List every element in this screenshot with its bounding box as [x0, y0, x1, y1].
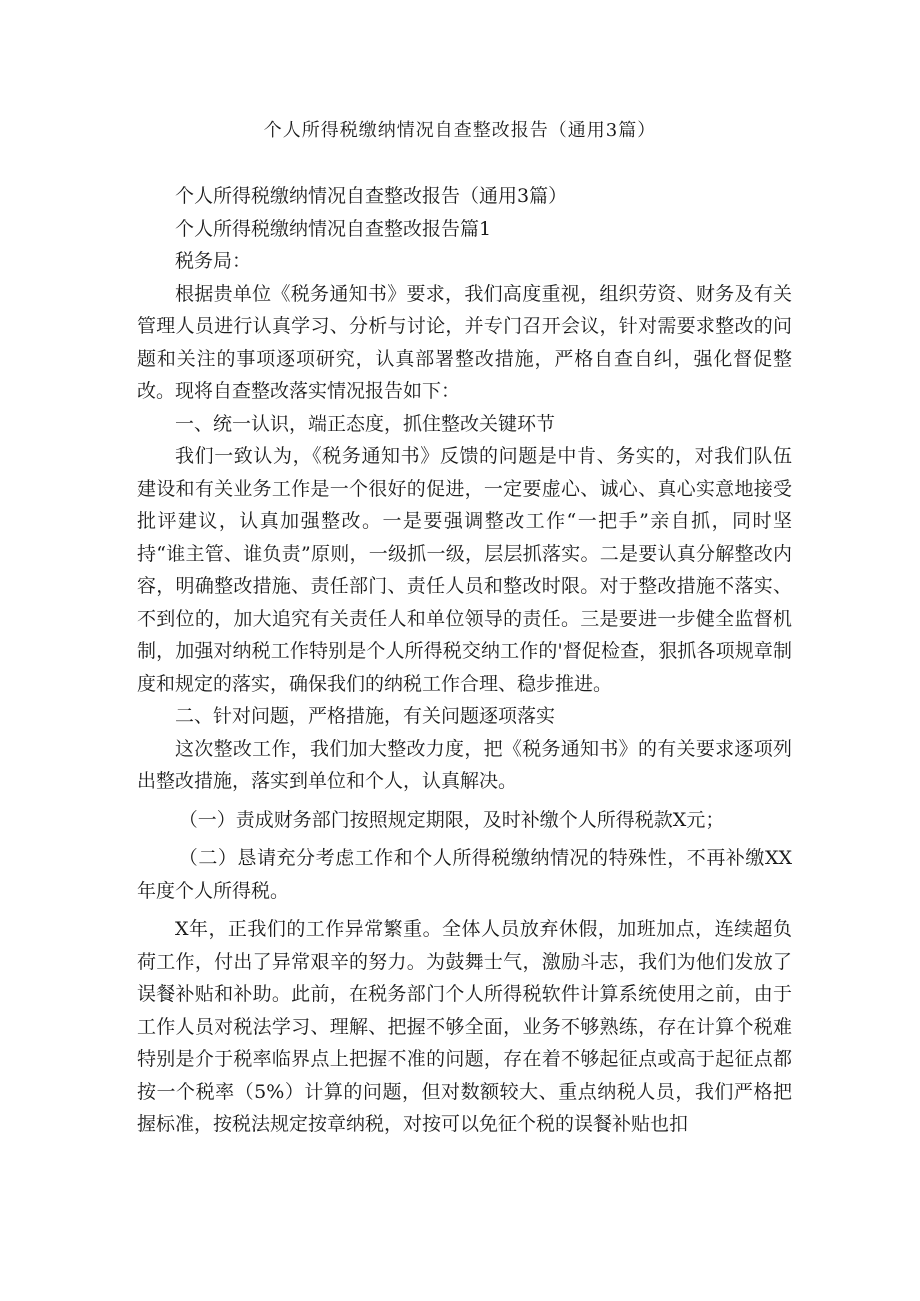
heading-section-1: 一、统一认识，端正态度，抓住整改关键环节 — [175, 412, 556, 435]
document-body — [137, 180, 792, 1141]
heading-section-2: 二、针对问题，严格措施，有关问题逐项落实 — [175, 705, 556, 727]
paragraph-intro: 根据贵单位《税务通知书》要求，我们高度重视，组织劳资、财务及有关管理人员进行认真学习、分析与讨论，并专门召开会议，针对需要求整改的问题和关注的事项逐项研究，认真部署整改措施，严格自查自纠，强化督促整改。现将自查整改落实情况报告如下： — [137, 282, 792, 402]
item-1: （一）责成财务部门按照规定期限，及时补缴个人所得税款X元； — [178, 808, 725, 831]
item-2: （二）恳请充分考虑工作和个人所得税缴纳情况的特殊性，不再补缴XX年度个人所得税。 — [137, 847, 792, 902]
salutation: 税务局： — [175, 250, 252, 272]
paragraph-section-2: 这次整改工作，我们加大整改力度，把《税务通知书》的有关要求逐项列出整改措施，落实到单位和个人，认真解决。 — [137, 737, 792, 792]
section-title-part-1: 个人所得税缴纳情况自查整改报告篇1 — [175, 217, 492, 240]
document-title: 个人所得税缴纳情况自查整改报告（通用3篇） — [263, 120, 657, 141]
paragraph-year: X年，正我们的工作异常繁重。全体人员放弃休假，加班加点，连续超负荷工作，付出了异常艰辛的努力。为鼓舞士气，激励斗志，我们为他们发放了误餐补贴和补助。此前，在税务部门个人所得税软件计算系统使用之前，由于工作人员对税法学习、理解、把握不够全面，业务不够熟练，存在计算个税难特别是介于税率临界点上把握不准的问题，存在着不够起征点或高于起征点都按一个税率（5%）计算的问题，但对数额较大、重点纳税人员，我们严格把握标准，按税法规定按章纳税，对按可以免征个税的误餐补贴也扣 — [137, 918, 792, 1135]
paragraph-section-1: 我们一致认为，《税务通知书》反馈的问题是中肯、务实的，对我们队伍建设和有关业务工作是一个很好的促进，一定要虚心、诚心、真心实意地接受批评建议，认真加强整改。一是要强调整改工作“一把手”亲自抓，同时坚持“谁主管、谁负责”原则，一级抓一级，层层抓落实。二是要认真分解整改内容，明确整改措施、责任部门、责任人员和整改时限。对于整改措施不落实、不到位的，加大追究有关责任人和单位领导的责任。三是要进一步健全监督机制，加强对纳税工作特别是个人所得税交纳工作的'督促检查，狠抓各项规章制度和规定的落实，确保我们的纳税工作合理、稳步推进。 — [137, 445, 792, 695]
heading-repeat: 个人所得税缴纳情况自查整改报告（通用3篇） — [175, 185, 568, 207]
